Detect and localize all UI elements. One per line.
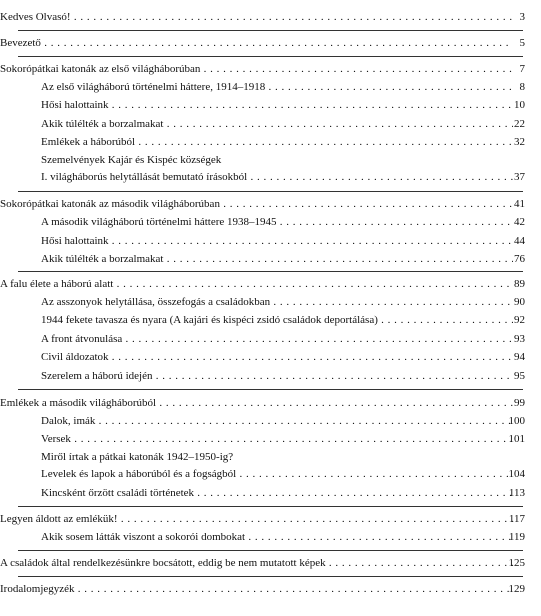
toc-entry-title: Akik sosem látták viszont a sokorói dombokat . . . [41, 530, 513, 545]
toc-entry-title: Akik túlélték a borzalmakat . . . [41, 252, 513, 267]
toc-entry [0, 234, 541, 249]
toc-entry [0, 432, 541, 447]
toc-entry-page: 76 [514, 253, 525, 265]
toc-entry-title: Sokorópátkai katonák az második világháborúban . . . [0, 197, 513, 212]
toc-entry-title: Szerelem a háború idején . . . [41, 369, 513, 384]
toc-entry [0, 10, 541, 25]
toc-entry-page: 32 [514, 136, 525, 148]
toc-entry-title-line1: Miről írtak a pátkai katonák 1942–1950-ig? [41, 451, 234, 463]
toc-entry-page: 22 [514, 118, 525, 130]
toc-entry-title: A második világháború történelmi háttere 1938–1945 . . . [41, 215, 513, 230]
toc-entry [0, 332, 541, 347]
toc-entry [0, 36, 541, 51]
toc-entry-title: Emlékek a második világháborúból . . . [0, 396, 513, 411]
toc-entry-title: Az asszonyok helytállása, összefogás a családokban . . . [41, 295, 513, 310]
toc-entry-title: Bevezető . . . [0, 36, 513, 51]
section-divider [18, 271, 523, 272]
toc-entry [0, 197, 541, 212]
toc-entry-page: 94 [514, 351, 525, 363]
toc-entry [0, 486, 541, 501]
toc-entry-page: 95 [514, 370, 525, 382]
toc-entry-page: 8 [519, 81, 525, 93]
toc-entry-title: Akik túlélték a borzalmakat . . . [41, 117, 513, 132]
toc-entry-title: Emlékek a háborúból . . . [41, 135, 513, 150]
toc-entry [0, 467, 541, 482]
toc-entry-title: Versek . . . [41, 432, 513, 447]
toc-entry-title: Hősi halottaink . . . [41, 98, 513, 113]
toc-entry-page: 5 [519, 37, 525, 49]
toc-entry-page: 129 [508, 583, 525, 595]
toc-entry-title: Civil áldozatok . . . [41, 350, 513, 365]
toc-entry-title: Kedves Olvasó! . . . [0, 10, 513, 25]
toc-entry-line1 [0, 153, 541, 168]
toc-entry [0, 369, 541, 384]
toc-entry-title: A front átvonulása . . . [41, 332, 513, 347]
toc-entry-page: 3 [519, 11, 525, 23]
toc-entry-page: 42 [514, 216, 525, 228]
toc-entry [0, 215, 541, 230]
section-divider [18, 576, 523, 577]
toc-entry-page: 99 [514, 397, 525, 409]
section-divider [18, 550, 523, 551]
toc-entry-title: Legyen áldott az emlékük! . . . [0, 512, 513, 527]
toc-entry [0, 252, 541, 267]
toc-entry [0, 277, 541, 292]
toc-entry-title: Az első világháború történelmi háttere, 1914–1918 . . . [41, 80, 513, 95]
toc-entry-title: Kincsként őrzött családi történetek . . . [41, 486, 513, 501]
toc-entry-title: 1944 fekete tavasza és nyara (A kajári és kispéci zsidó családok deportálása) . . . [41, 313, 513, 328]
toc-entry [0, 396, 541, 411]
toc-entry-title: Levelek és lapok a háborúból és a fogságból . . . [41, 467, 513, 482]
toc-entry-page: 119 [508, 531, 525, 543]
toc-entry-page: 113 [508, 487, 525, 499]
toc-entry-page: 100 [508, 415, 525, 427]
toc-entry-page: 7 [519, 63, 525, 75]
toc-entry [0, 62, 541, 77]
toc-entry [0, 170, 541, 185]
toc-entry-page: 10 [514, 99, 525, 111]
toc-entry-title: Sokorópátkai katonák az első világháborúban . . . [0, 62, 513, 77]
toc-entry-page: 90 [514, 296, 525, 308]
toc-entry [0, 135, 541, 150]
toc-entry [0, 582, 541, 597]
toc-entry-page: 117 [508, 513, 525, 525]
toc-entry-title-line1: Szemelvények Kajár és Kispéc községek [41, 154, 222, 166]
toc-entry-page: 37 [514, 171, 525, 183]
toc-entry [0, 295, 541, 310]
toc-entry [0, 414, 541, 429]
section-divider [18, 389, 523, 390]
toc-entry [0, 512, 541, 527]
toc-entry-page: 92 [514, 314, 525, 326]
toc-entry [0, 556, 541, 571]
toc-entry-page: 101 [508, 433, 525, 445]
toc-entry-title: Irodalomjegyzék . . . [0, 582, 513, 597]
toc-entry-title: Dalok, imák . . . [41, 414, 513, 429]
toc-entry [0, 350, 541, 365]
toc-entry-page: 125 [508, 557, 525, 569]
toc-entry [0, 98, 541, 113]
section-divider [18, 191, 523, 192]
toc-entry-title: Hősi halottaink . . . [41, 234, 513, 249]
section-divider [18, 30, 523, 31]
toc-entry-page: 93 [514, 333, 525, 345]
toc-entry-page: 44 [514, 235, 525, 247]
toc-entry-title: A falu élete a háború alatt . . . [0, 277, 513, 292]
toc-entry-line1 [0, 450, 541, 465]
toc-entry-page: 104 [508, 468, 525, 480]
toc-entry [0, 530, 541, 545]
toc-entry [0, 117, 541, 132]
toc-entry-page: 89 [514, 278, 525, 290]
toc-entry-title: A családok által rendelkezésünkre bocsátott, eddig be nem mutatott képek . . . [0, 556, 513, 571]
toc-entry [0, 313, 541, 328]
toc-entry [0, 80, 541, 95]
toc-entry-page: 41 [514, 198, 525, 210]
section-divider [18, 506, 523, 507]
section-divider [18, 56, 523, 57]
toc-entry-title: I. világháborús helytállását bemutató írásokból . . . [41, 170, 513, 185]
